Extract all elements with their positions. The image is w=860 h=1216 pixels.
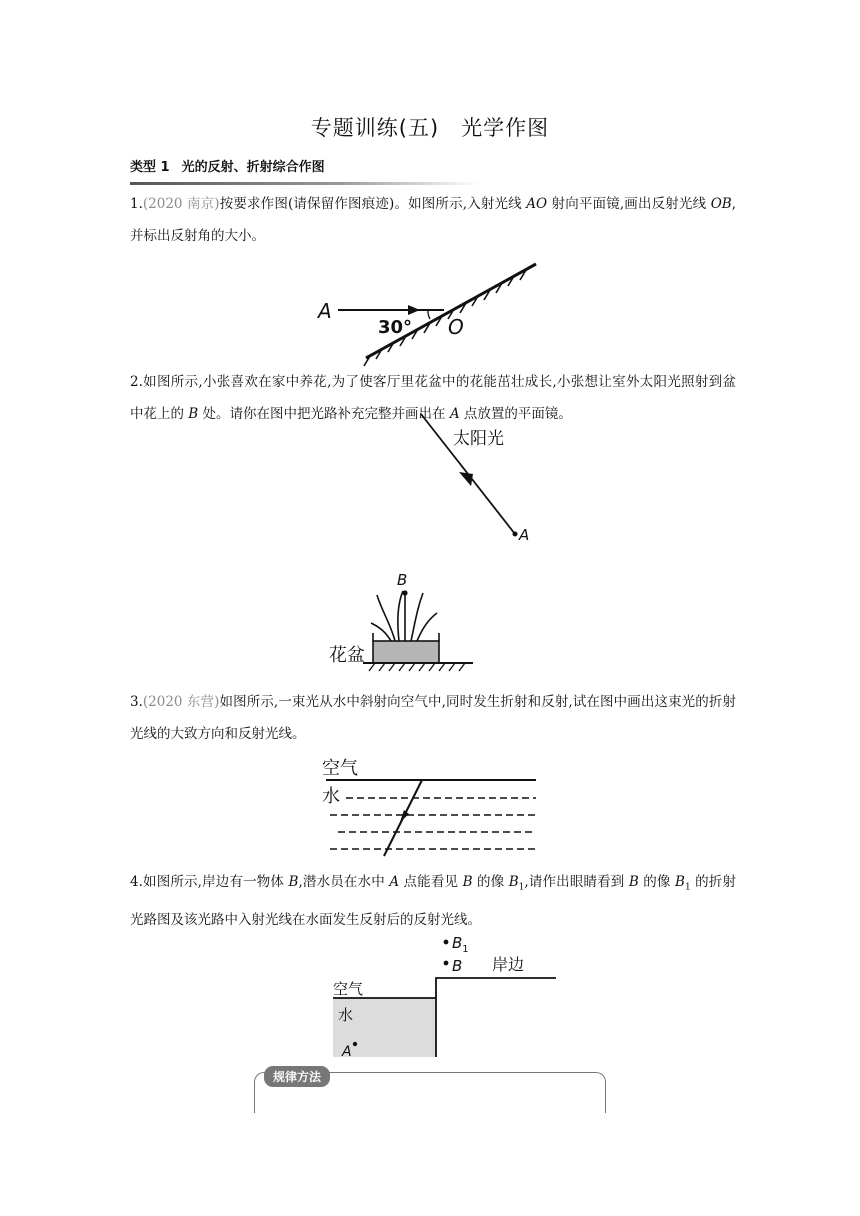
section-heading: [130, 156, 325, 175]
q4-shore-figure: [330, 932, 560, 1060]
title-sub: 光学作图: [461, 116, 550, 140]
q1-var-ob: OB: [710, 196, 732, 212]
q4-text-e: ,请作出眼睛看到: [524, 874, 629, 890]
q2-flowerpot-figure: [325, 565, 485, 675]
q1-text-a: 按要求作图(请保留作图痕迹)。如图所示,入射光线: [219, 196, 527, 212]
q3-water-air-figure: [320, 752, 540, 862]
q1-text-c: ,并标出反射角的大小。: [130, 196, 736, 244]
q4-label-b: B: [452, 957, 463, 975]
q1-mirror-figure: [310, 250, 550, 370]
q3-source: (2020 东营): [142, 694, 220, 710]
q4-text-a: 如图所示,岸边有一物体: [142, 874, 289, 890]
title-main: 专题训练(五): [310, 116, 440, 140]
q4-var-b: B: [288, 874, 299, 890]
q2-label-sun: 太阳光: [453, 429, 504, 449]
q1-label-o: O: [448, 315, 464, 339]
q3-label-air: 空气: [322, 758, 358, 779]
q4-var-b3: B: [628, 874, 639, 890]
q4-text-g: 的折射光路图及该光路中入射光线在水面发生反射后的反射光线。: [130, 874, 736, 928]
q1-text-b: 射向平面镜,画出反射光线: [547, 196, 711, 212]
method-badge: 规律方法: [264, 1066, 330, 1087]
question-1: [130, 188, 736, 252]
q2-number: 2.: [130, 374, 143, 390]
q4-label-water: 水: [338, 1006, 354, 1024]
q4-text-d: 的像: [472, 874, 509, 890]
q1-var-ao: AO: [526, 196, 548, 212]
q2-text-c: 点放置的平面镜。: [459, 406, 572, 422]
q4-label-b1: $B_1$: [452, 934, 469, 955]
q4-label-air: 空气: [333, 980, 364, 998]
q2-sunlight-figure: [415, 410, 545, 550]
q1-number: 1.: [130, 196, 143, 212]
q4-sub-1: 1: [518, 882, 525, 893]
q4-number: 4.: [130, 874, 143, 890]
q4-label-a: A: [342, 1044, 352, 1060]
q2-label-pot: 花盆: [329, 645, 365, 666]
q3-label-water: 水: [322, 786, 340, 807]
q4-var-b2: B: [462, 874, 473, 890]
q3-text-a: 如图所示,一束光从水中斜射向空气中,同时发生折射和反射,试在图中画出这束光的折射光线的大致方向和反射光线。: [130, 694, 736, 742]
page-title: [0, 112, 860, 142]
section-divider: [130, 182, 480, 185]
q4-var-a: A: [389, 874, 400, 890]
q4-var-b4: B: [675, 874, 685, 890]
section-number: 类型 1: [130, 160, 170, 175]
section-label: 光的反射、折射综合作图: [181, 160, 325, 175]
q1-angle-label: 30°: [378, 317, 413, 338]
q1-source: (2020 南京): [142, 196, 220, 212]
q4-label-shore: 岸边: [492, 955, 525, 974]
q2-text-b: 处。请你在图中把光路补充完整并画出在: [198, 406, 450, 422]
q2-label-b: B: [397, 571, 408, 589]
question-3: [130, 686, 736, 750]
q4-text-f: 的像: [638, 874, 676, 890]
question-4: [130, 866, 736, 936]
q4-var-b1: B: [508, 874, 519, 890]
q4-sub-2: 1: [684, 882, 691, 893]
q1-label-a: A: [318, 299, 332, 323]
q3-number: 3.: [130, 694, 143, 710]
q2-var-a: A: [449, 406, 460, 422]
q4-text-b: ,潜水员在水中: [298, 874, 390, 890]
q4-text-c: 点能看见: [399, 874, 463, 890]
q2-label-a: A: [519, 526, 530, 544]
q2-text-a: 如图所示,小张喜欢在家中养花,为了使客厅里花盆中的花能茁壮成长,小张想让室外太阳光照射到盆中花上的: [130, 374, 736, 422]
q2-var-b: B: [188, 406, 199, 422]
